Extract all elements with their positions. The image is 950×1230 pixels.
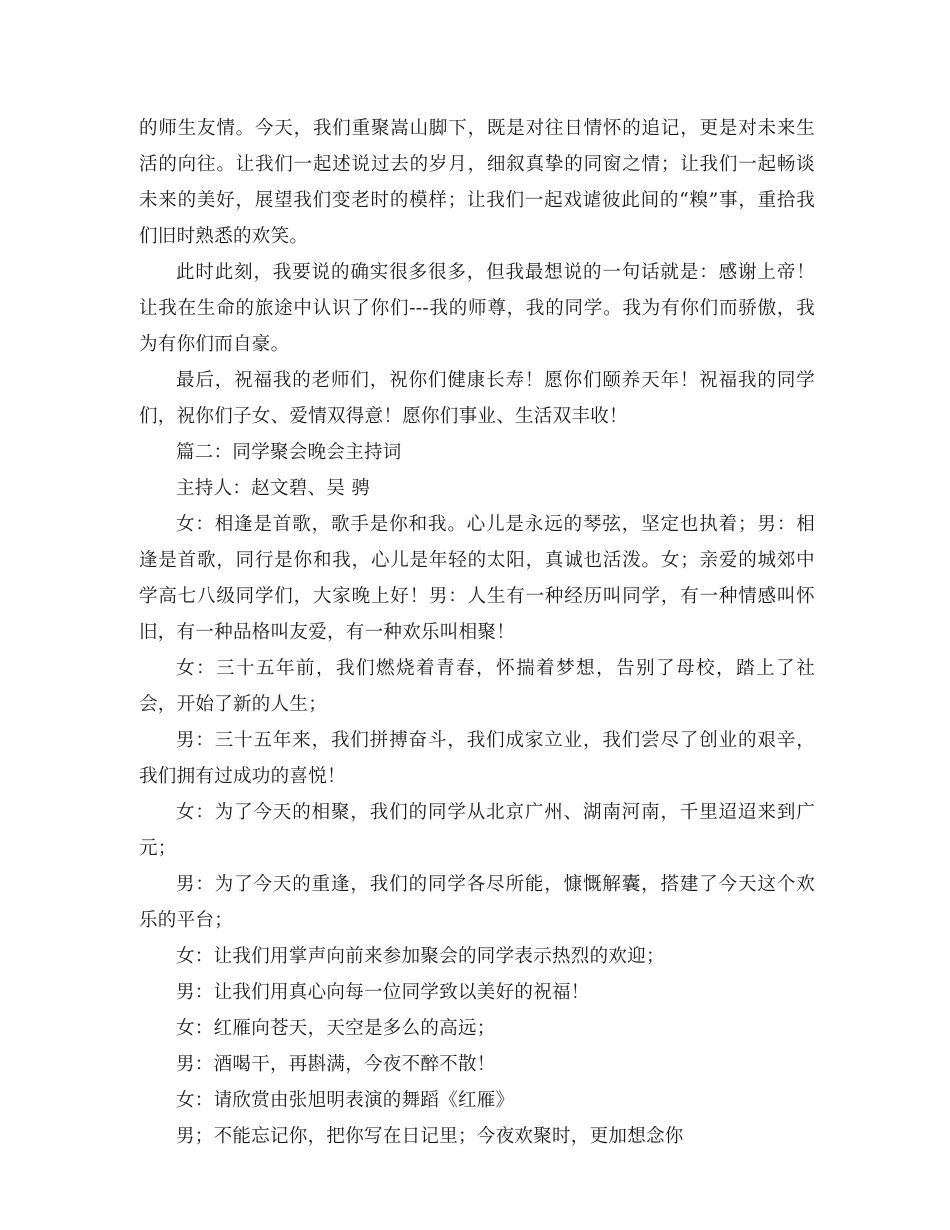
paragraph: 男：酒喝干，再斟满，今夜不醉不散！: [176, 1054, 496, 1075]
hosts-line: 主持人：赵文碧、吴 骋: [176, 478, 371, 499]
paragraph: 女：红雁向苍天，天空是多么的高远；: [176, 1018, 496, 1039]
paragraph: 男；不能忘记你，把你写在日记里；今夜欢聚时，更加想念你: [176, 1126, 684, 1147]
paragraph: 女：让我们用掌声向前来参加聚会的同学表示热烈的欢迎；: [176, 946, 665, 967]
document-body: [139, 111, 815, 1155]
paragraph: 男：为了今天的重逢，我们的同学各尽所能，慷慨解囊，搭建了今天这个欢乐的平台；: [139, 874, 815, 931]
paragraph: 的师生友情。今天，我们重聚嵩山脚下，既是对往日情怀的追记，更是对未来生活的向往。让我们一起述说过去的岁月，细叙真挚的同窗之情；让我们一起畅谈未来的美好，展望我们变老时的模样；让我们一起戏谑彼此间的“糗”事，重拾我们旧时熟悉的欢笑。: [139, 118, 815, 247]
section-heading: 篇二：同学聚会晚会主持词: [176, 442, 402, 463]
paragraph: 最后，祝福我的老师们，祝你们健康长寿！愿你们颐养天年！祝福我的同学们，祝你们子女、爱情双得意！愿你们事业、生活双丰收！: [139, 370, 815, 427]
paragraph: 女：三十五年前，我们燃烧着青春，怀揣着梦想，告别了母校，踏上了社会，开始了新的人生；: [139, 658, 815, 715]
paragraph: 男：让我们用真心向每一位同学致以美好的祝福！: [176, 982, 590, 1003]
paragraph: 女：请欣赏由张旭明表演的舞蹈《红雁》: [176, 1090, 515, 1111]
paragraph: 此时此刻，我要说的确实很多很多，但我最想说的一句话就是：感谢上帝！让我在生命的旅途中认识了你们---我的师尊，我的同学。我为有你们而骄傲，我为有你们而自豪。: [139, 262, 815, 355]
paragraph: 男：三十五年来，我们拼搏奋斗，我们成家立业，我们尝尽了创业的艰辛，我们拥有过成功的喜悦！: [139, 730, 815, 787]
paragraph: 女：相逢是首歌，歌手是你和我。心儿是永远的琴弦，坚定也执着；男：相逢是首歌，同行是你和我，心儿是年轻的太阳，真诚也活泼。女；亲爱的城郊中学高七八级同学们，大家晚上好！男：人生有一种经历叫同学，有一种情感叫怀旧，有一种品格叫友爱，有一种欢乐叫相聚！: [139, 514, 815, 643]
paragraph: 女：为了今天的相聚，我们的同学从北京广州、湖南河南，千里迢迢来到广元；: [139, 802, 815, 859]
